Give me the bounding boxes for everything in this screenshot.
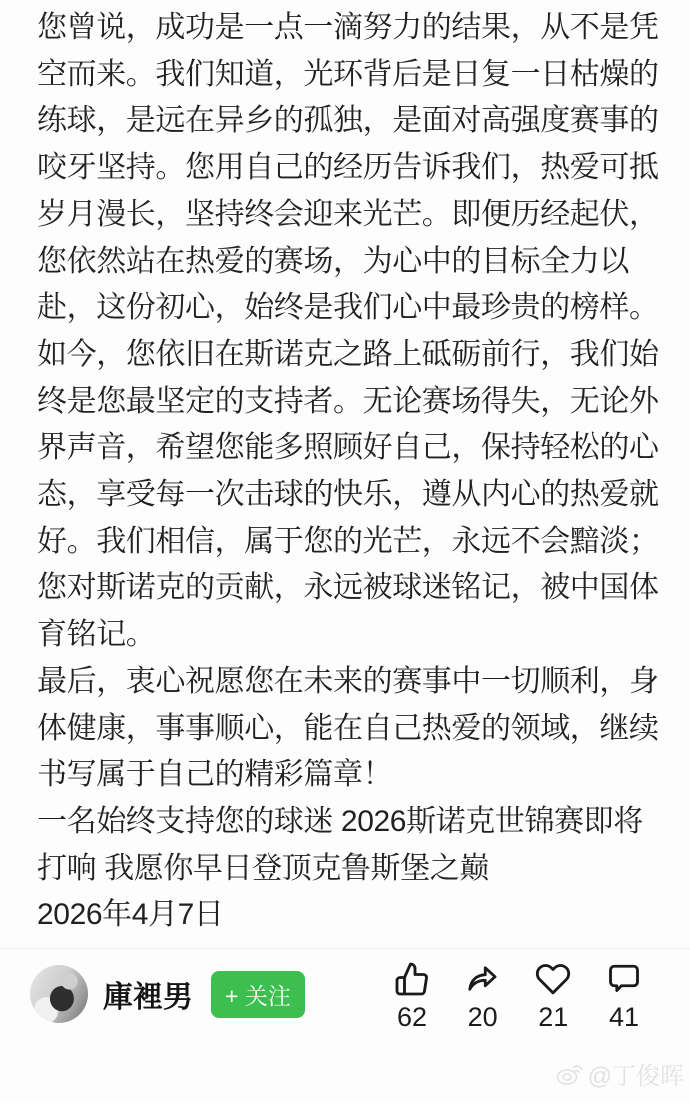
post-line: 界声音，希望您能多照顾好自己，保持轻松的心	[37, 431, 659, 465]
action-bar	[384, 961, 652, 1033]
post-line: 咬牙坚持。您用自己的经历告诉我们，热爱可抵	[37, 151, 659, 185]
post-line: 2026年4月7日	[37, 898, 224, 932]
watermark	[555, 1056, 684, 1091]
post-line: 终是您最坚定的支持者。无论赛场得失，无论外	[37, 384, 659, 418]
watermark-text: @丁俊晖	[587, 1063, 684, 1090]
post-line: 体健康，事事顺心，能在自己热爱的领域，继续	[37, 711, 659, 745]
heart-icon	[535, 961, 571, 997]
post-line: 您依然站在热爱的赛场，为心中的目标全力以	[37, 244, 629, 278]
follow-button[interactable]: + 关注	[211, 971, 305, 1018]
post-line: 态，享受每一次击球的快乐，遵从内心的热爱就	[37, 478, 659, 512]
post-line: 好。我们相信，属于您的光芒，永远不会黯淡；	[37, 524, 659, 558]
favorite-button[interactable]	[525, 961, 581, 1033]
favorite-count: 21	[538, 1002, 569, 1032]
post-line: 如今，您依旧在斯诺克之路上砥砺前行，我们始	[37, 337, 659, 371]
comment-button[interactable]	[596, 961, 652, 1033]
comment-icon	[606, 961, 642, 997]
post-line: 育铭记。	[37, 618, 156, 652]
avatar[interactable]	[30, 965, 88, 1023]
share-button[interactable]	[455, 961, 511, 1033]
post-line: 岁月漫长，坚持终会迎来光芒。即便历经起伏，	[37, 197, 659, 231]
post-line: 空而来。我们知道，光环背后是日复一日枯燥的	[37, 57, 659, 91]
share-icon	[465, 961, 501, 997]
post-line: 赴，这份初心，始终是我们心中最珍贵的榜样。	[37, 291, 659, 325]
post-line: 书写属于自己的精彩篇章！	[37, 758, 393, 792]
post-line: 您曾说，成功是一点一滴努力的结果，从不是凭	[37, 11, 659, 44]
username[interactable]: 庫裡男	[103, 981, 193, 1014]
like-button[interactable]	[384, 961, 440, 1033]
author-row	[30, 965, 305, 1023]
post-line: 打响 我愿你早日登顶克鲁斯堡之巅	[37, 851, 489, 885]
comment-count: 41	[608, 1002, 639, 1032]
weibo-logo-icon	[555, 1061, 585, 1087]
thumbs-up-icon	[394, 961, 430, 997]
share-count: 20	[467, 1002, 498, 1032]
post-line: 一名始终支持您的球迷 2026斯诺克世锦赛即将	[37, 804, 643, 838]
post-line: 最后，衷心祝愿您在未来的赛事中一切顺利，身	[37, 664, 659, 698]
post-line: 您对斯诺克的贡献，永远被球迷铭记，被中国体	[37, 571, 659, 605]
post-line: 练球，是远在异乡的孤独，是面对高强度赛事的	[37, 104, 659, 138]
like-count: 62	[396, 1002, 428, 1032]
post-body	[37, 5, 667, 939]
